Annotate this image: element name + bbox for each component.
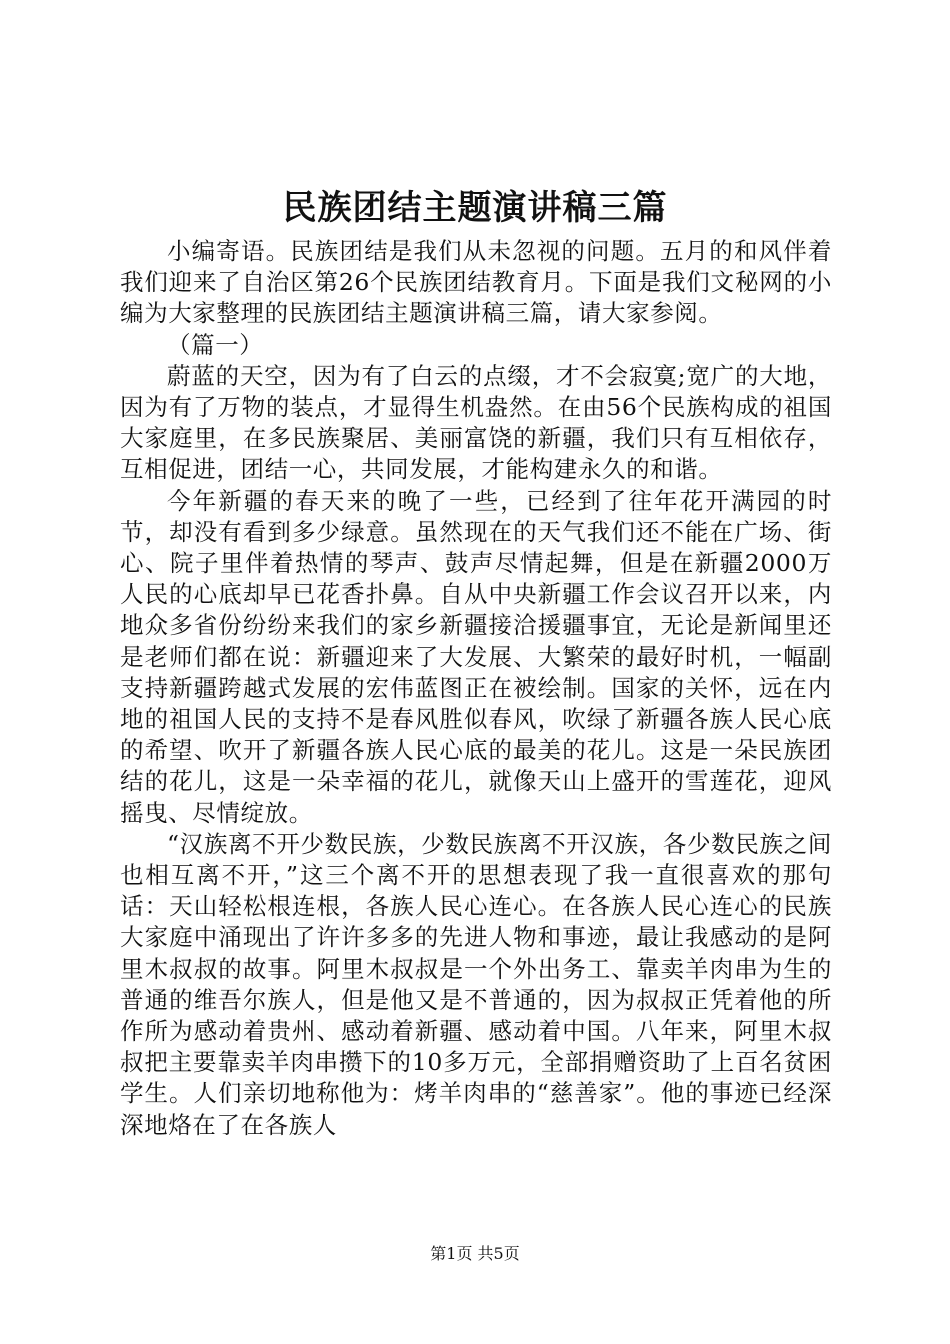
- paragraph-sky: 蔚蓝的天空，因为有了白云的点缀，才不会寂寞;宽广的大地，因为有了万物的装点，才显得生机盎然。在由56个民族构成的祖国大家庭里，在多民族聚居、美丽富饶的新疆，我们只有互相依存，互相促进，团结一心，共同发展，才能构建永久的和谐。: [120, 361, 832, 484]
- document-title: 民族团结主题演讲稿三篇: [282, 188, 668, 228]
- document-body: [120, 236, 832, 1141]
- page-footer: 第1页 共5页: [430, 1244, 520, 1263]
- paragraph-intro: 小编寄语。民族团结是我们从未忽视的问题。五月的和风伴着我们迎来了自治区第26个民族团结教育月。下面是我们文秘网的小编为大家整理的民族团结主题演讲稿三篇，请大家参阅。: [120, 237, 832, 328]
- paragraph-spring: 今年新疆的春天来的晚了一些，已经到了往年花开满园的时节，却没有看到多少绿意。虽然现在的天气我们还不能在广场、街心、院子里伴着热情的琴声、鼓声尽情起舞，但是在新疆2000万人民的心底却早已花香扑鼻。自从中央新疆工作会议召开以来，内地众多省份纷纷来我们的家乡新疆接洽援疆事宜，无论是新闻里还是老师们都在说：新疆迎来了大发展、大繁荣的最好时机，一幅副支持新疆跨越式发展的宏伟蓝图正在被绘制。国家的关怀，远在内地的祖国人民的支持不是春风胜似春风，吹绿了新疆各族人民心底的希望、吹开了新疆各族人民心底的最美的花儿。这是一朵民族团结的花儿，这是一朵幸福的花儿，就像天山上盛开的雪莲花，迎风摇曳、尽情绽放。: [120, 486, 832, 827]
- paragraph-alimu: “汉族离不开少数民族，少数民族离不开汉族，各少数民族之间也相互离不开，”这三个离不开的思想表现了我一直很喜欢的那句话：天山轻松根连根，各族人民心连心。在各族人民心连心的民族大家庭中涌现出了许许多多的先进人物和事迹，最让我感动的是阿里木叔叔的故事。阿里木叔叔是一个外出务工、靠卖羊肉串为生的普通的维吾尔族人，但是他又是不普通的，因为叔叔正凭着他的所作所为感动着贵州、感动着新疆、感动着中国。八年来，阿里木叔叔把主要靠卖羊肉串攒下的10多万元，全部捐赠资助了上百名贫困学生。人们亲切地称他为：烤羊肉串的“慈善家”。他的事迹已经深深地烙在了在各族人: [120, 829, 832, 1139]
- paragraph-section-heading: （篇一）: [167, 330, 264, 359]
